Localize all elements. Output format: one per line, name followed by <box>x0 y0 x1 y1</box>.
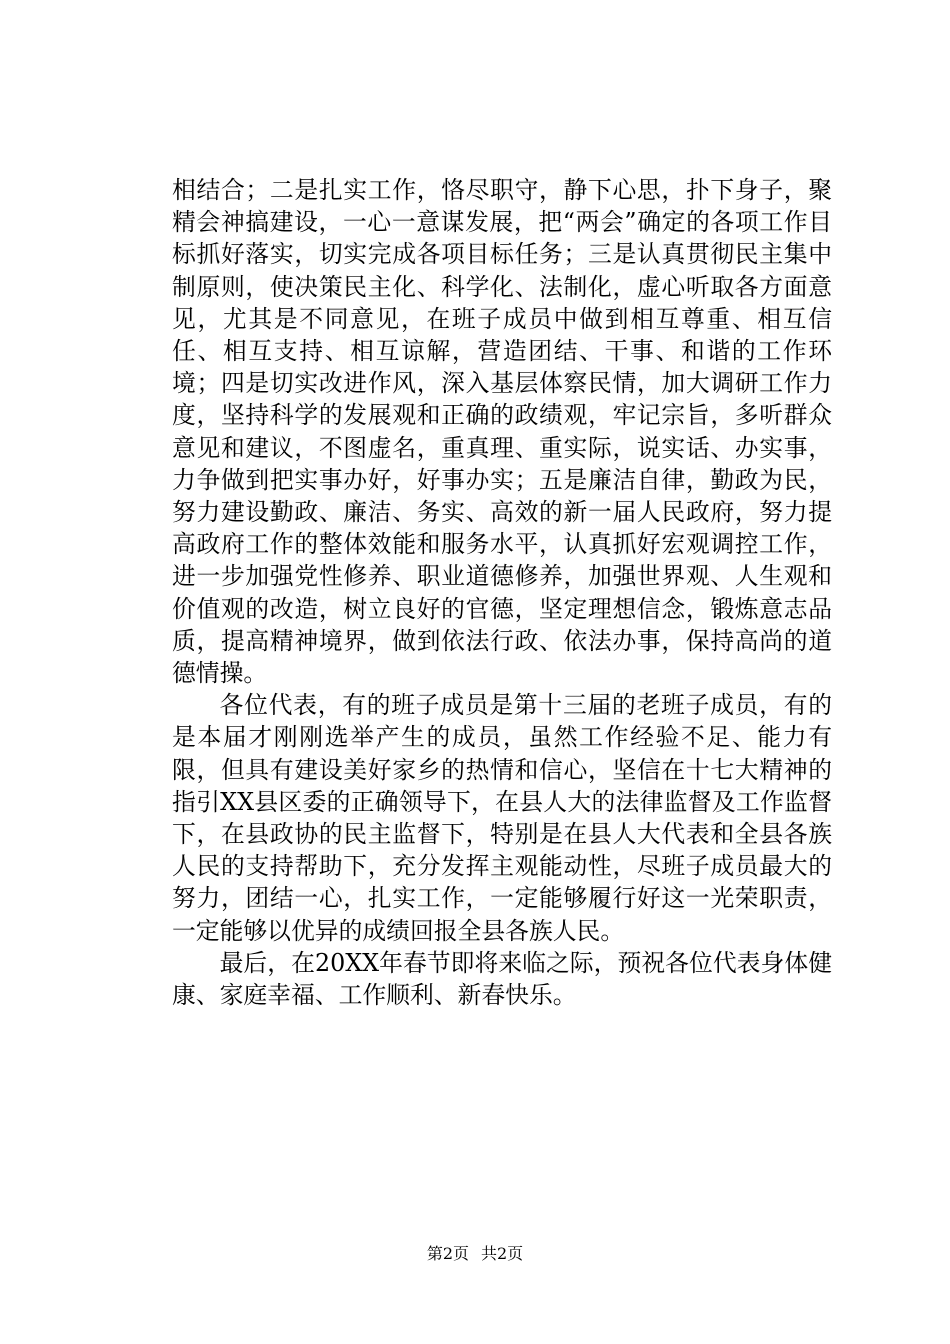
document-body <box>172 174 832 1011</box>
paragraph-continuation: 相结合；二是扎实工作，恪尽职守，静下心思，扑下身子，聚精会神搞建设，一心一意谋发展，把“两会”确定的各项工作目标抓好落实，切实完成各项目标任务；三是认真贯彻民主集中制原则，使决策民主化、科学化、法制化，虚心听取各方面意见，尤其是不同意见，在班子成员中做到相互尊重、相互信任、相互支持、相互谅解，营造团结、干事、和谐的工作环境；四是切实改进作风，深入基层体察民情，加大调研工作力度，坚持科学的发展观和正确的政绩观，牢记宗旨，多听群众意见和建议，不图虚名，重真理、重实际，说实话、办实事，力争做到把实事办好，好事办实；五是廉洁自律，勤政为民，努力建设勤政、廉洁、务实、高效的新一届人民政府，努力提高政府工作的整体效能和服务水平，认真抓好宏观调控工作，进一步加强党性修养、职业道德修养，加强世界观、人生观和价值观的改造，树立良好的官德，坚定理想信念，锻炼意志品质，提高精神境界，做到依法行政、依法办事，保持高尚的道德情操。 <box>172 176 832 688</box>
page-total: 共2页 <box>481 1244 524 1263</box>
page-footer <box>0 1243 950 1265</box>
paragraph-closing: 最后，在20XX年春节即将来临之际，预祝各位代表身体健康、家庭幸福、工作顺利、新春快乐。 <box>172 948 832 1010</box>
page-number: 第2页 <box>426 1244 469 1263</box>
paragraph-delegates: 各位代表，有的班子成员是第十三届的老班子成员，有的是本届才刚刚选举产生的成员，虽然工作经验不足、能力有限，但具有建设美好家乡的热情和信心，坚信在十七大精神的指引XX县区委的正确领导下，在县人大的法律监督及工作监督下，在县政协的民主监督下，特别是在县人大代表和全县各族人民的支持帮助下，充分发挥主观能动性，尽班子成员最大的努力，团结一心，扎实工作，一定能够履行好这一光荣职责，一定能够以优异的成绩回报全县各族人民。 <box>172 691 832 945</box>
